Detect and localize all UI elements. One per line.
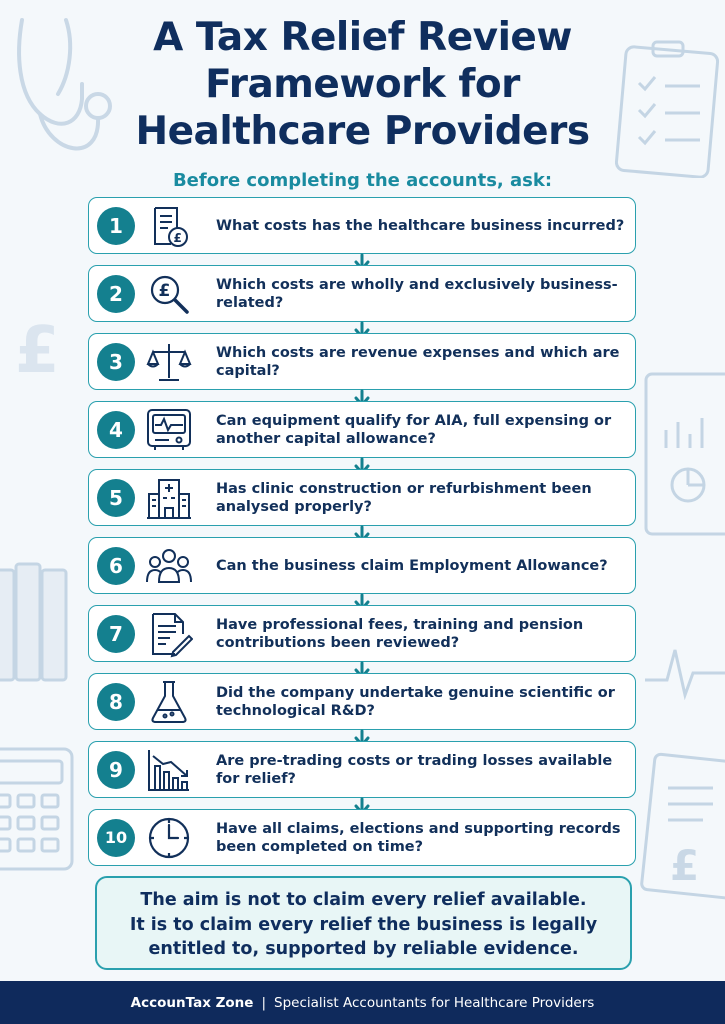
- step-3: [88, 333, 636, 390]
- svg-text:£: £: [15, 314, 60, 382]
- step-10: [88, 809, 636, 866]
- report-chart-decoration: [642, 370, 725, 540]
- svg-text:£: £: [158, 280, 171, 301]
- step-number: 7: [97, 615, 135, 653]
- people-group-icon: [145, 542, 193, 590]
- step-number: 10: [97, 819, 135, 857]
- hospital-building-icon: [145, 474, 193, 522]
- step-question: What costs has the healthcare business incurred?: [216, 217, 625, 234]
- step-9: [88, 741, 636, 798]
- step-question: Which costs are revenue expenses and which are capital?: [216, 344, 620, 379]
- step-question: Can equipment qualify for AIA, full expensing or another capital allowance?: [216, 412, 612, 447]
- step-number: 5: [97, 479, 135, 517]
- svg-text:£: £: [670, 841, 700, 890]
- step-6: [88, 537, 636, 594]
- step-4: [88, 401, 636, 458]
- step-question: Have professional fees, training and pension contributions been reviewed?: [216, 616, 584, 651]
- step-number: 1: [97, 207, 135, 245]
- scales-icon: [145, 338, 193, 386]
- heartbeat-decoration: [645, 640, 725, 700]
- binders-decoration: [0, 560, 70, 685]
- step-number: 9: [97, 751, 135, 789]
- title-line-1: A Tax Relief Review: [153, 15, 572, 60]
- step-1: [88, 197, 636, 254]
- footer-separator: |: [261, 994, 266, 1011]
- step-8: [88, 673, 636, 730]
- title-line-3: Healthcare Providers: [135, 109, 590, 154]
- step-question: Are pre-trading costs or trading losses available for relief?: [216, 752, 613, 787]
- step-number: 4: [97, 411, 135, 449]
- aim-statement-box: [95, 876, 632, 970]
- pound-document-decoration: [640, 752, 725, 902]
- aim-line-3: entitled to, supported by reliable evidence.: [148, 939, 579, 959]
- step-question: Have all claims, elections and supporting records been completed on time?: [216, 820, 621, 855]
- step-2: [88, 265, 636, 322]
- step-question: Has clinic construction or refurbishment been analysed properly?: [216, 480, 592, 515]
- footer-tagline: Specialist Accountants for Healthcare Providers: [274, 994, 595, 1011]
- page-title: [0, 14, 725, 155]
- footer-brand: AccounTax Zone: [130, 994, 254, 1011]
- medical-monitor-icon: [145, 406, 193, 454]
- step-5: [88, 469, 636, 526]
- declining-chart-icon: [145, 746, 193, 794]
- aim-line-1: The aim is not to claim every relief available.: [140, 890, 587, 910]
- step-question: Did the company undertake genuine scientific or technological R&D?: [216, 684, 615, 719]
- flask-icon: [145, 678, 193, 726]
- step-number: 2: [97, 275, 135, 313]
- step-number: 6: [97, 547, 135, 585]
- step-question: Can the business claim Employment Allowance?: [216, 557, 608, 574]
- magnifier-pound-icon: [145, 270, 193, 318]
- invoice-pound-icon: [145, 202, 193, 250]
- aim-line-2: It is to claim every relief the business is legally: [129, 914, 598, 935]
- subtitle: Before completing the accounts, ask:: [172, 170, 553, 191]
- step-question: Which costs are wholly and exclusively business-related?: [216, 276, 618, 311]
- footer-bar: [0, 981, 725, 1024]
- title-line-2: Framework for: [205, 62, 520, 107]
- step-number: 8: [97, 683, 135, 721]
- calculator-decoration: [0, 745, 80, 875]
- step-7: [88, 605, 636, 662]
- step-number: 3: [97, 343, 135, 381]
- clock-icon: [145, 814, 193, 862]
- svg-text:£: £: [173, 230, 182, 245]
- pound-sign-decoration: [10, 312, 70, 382]
- document-pen-icon: [145, 610, 193, 658]
